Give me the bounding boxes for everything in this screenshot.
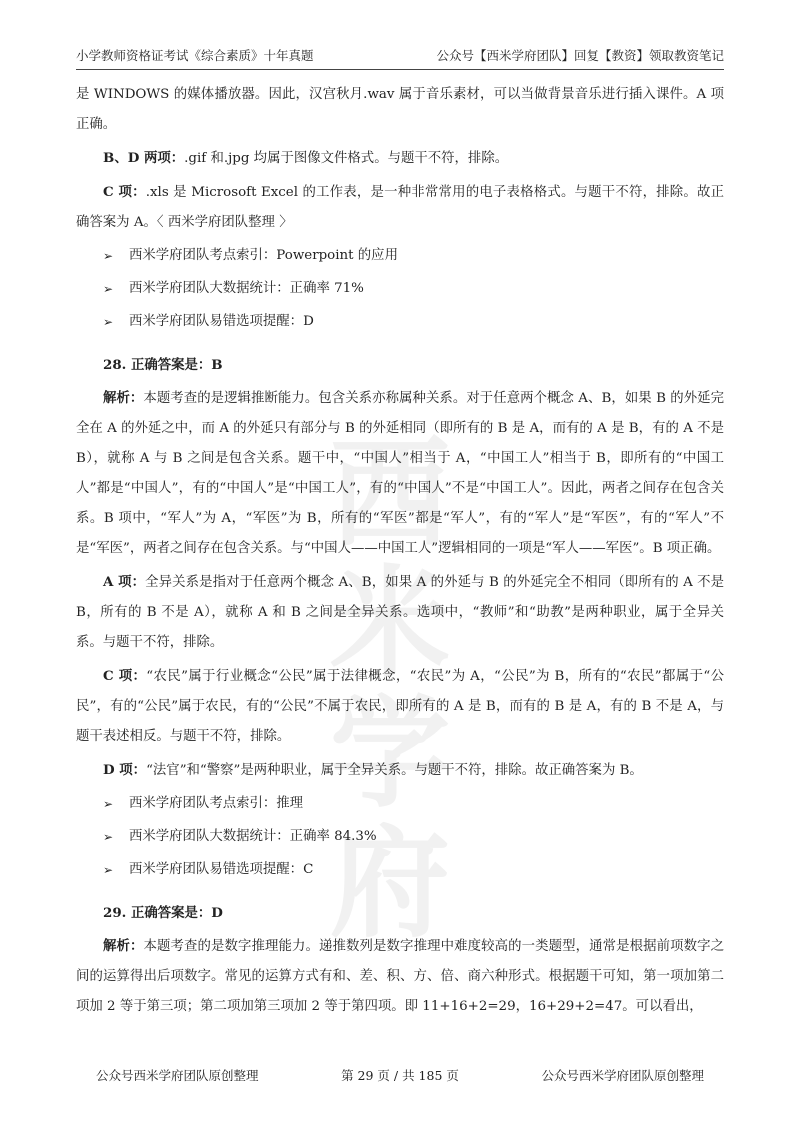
arrow-bullet-icon: ➢: [103, 830, 114, 844]
paragraph: [76, 931, 724, 1022]
option-label: D 项：: [103, 762, 147, 778]
option-text: “法官”和“警察”是两种职业，属于全异关系。与题干不符，排除。故正确答案为 B。: [146, 763, 643, 778]
header-right-title: 公众号【西米学府团队】回复【教资】领取教资笔记: [436, 48, 724, 63]
page-header: [76, 40, 724, 70]
paragraph: [76, 177, 724, 238]
arrow-bullet-icon: ➢: [103, 282, 114, 296]
paragraph: [76, 755, 724, 786]
option-label: A 项：: [103, 574, 146, 590]
paragraph: [76, 383, 724, 564]
bullet-text: 西米学府团队考点索引：Powerpoint 的应用: [129, 248, 398, 263]
bullet-text: 西米学府团队易错选项提醒：C: [129, 862, 314, 877]
list-item: [76, 855, 724, 885]
option-text: .xls 是 Microsoft Excel 的工作表，是一种非常常用的电子表格格式。与题干不符，排除。故正确答案为 A。〈 西米学府团队整理 〉: [76, 185, 724, 230]
option-label: B、D 两项：: [103, 150, 185, 166]
bullet-text: 西米学府团队大数据统计：正确率 84.3%: [129, 829, 377, 844]
page-number: 第 29 页 / 共 185 页: [341, 1068, 459, 1083]
footer-left: 公众号西米学府团队原创整理: [96, 1068, 259, 1083]
option-text: .gif 和.jpg 均属于图像文件格式。与题干不符，排除。: [184, 151, 509, 166]
paragraph: [76, 661, 724, 752]
arrow-bullet-icon: ➢: [103, 797, 114, 811]
list-item: [76, 274, 724, 304]
list-item: [76, 241, 724, 271]
list-item: [76, 789, 724, 819]
analysis-label: 解析：: [103, 938, 144, 954]
analysis-text: 本题考查的是数字推理能力。递推数列是数字推理中难度较高的一类题型，通常是根据前项数字之间的运算得出后项数字。常见的运算方式有和、差、积、方、倍、商六种形式。根据题干可知，第一项加第二项加 2 等于第三项；第二项加第三项加 2 等于第四项。即 11+16+2=29，16+29+2=47。可以看出，: [76, 939, 725, 1014]
analysis-label: 解析：: [103, 390, 144, 406]
paragraph: [76, 143, 724, 174]
bullet-text: 西米学府团队考点索引：推理: [129, 796, 304, 811]
answer-heading: 28. 正确答案是：B: [103, 357, 223, 373]
arrow-bullet-icon: ➢: [103, 249, 114, 263]
arrow-bullet-icon: ➢: [103, 863, 114, 877]
paragraph: 是 WINDOWS 的媒体播放器。因此，汉宫秋月.wav 属于音乐素材，可以当做背景音乐进行插入课件。A 项正确。: [76, 87, 724, 132]
option-text: 全异关系是指对于任意两个概念 A、B，如果 A 的外延与 B 的外延完全不相同（即所有的 A 不是 B，所有的 B 不是 A），就称 A 和 B 之间是全异关系。选项中，“教师”和“助教”是两种职业，属于全异关系。与题干不符，排除。: [76, 575, 725, 650]
arrow-bullet-icon: ➢: [103, 315, 114, 329]
page-content: [76, 80, 724, 1025]
bullet-text: 西米学府团队易错选项提醒：D: [129, 314, 314, 329]
bullet-text: 西米学府团队大数据统计：正确率 71%: [129, 281, 364, 296]
answer-heading: 29. 正确答案是：D: [103, 905, 223, 921]
option-label: C 项：: [103, 668, 147, 684]
footer-right: 公众号西米学府团队原创整理: [541, 1068, 704, 1083]
option-text: “农民”属于行业概念“公民”属于法律概念，“农民”为 A，“公民”为 B，所有的“农民”都属于“公民”，有的“公民”属于农民，有的“公民”不属于农民，即所有的 A 是 B，而有的 B 是 A，有的 B 不是 A，与题干表述相反。与题干不符，排除。: [76, 669, 724, 744]
paragraph: [76, 567, 724, 658]
option-label: C 项：: [103, 184, 146, 200]
list-item: [76, 822, 724, 852]
page-footer: [96, 1066, 704, 1084]
header-left-title: 小学教师资格证考试《综合素质》十年真题: [76, 48, 314, 63]
watermark-logo: 西米学府: [330, 425, 450, 954]
list-item: [76, 307, 724, 337]
analysis-text: 本题考查的是逻辑推断能力。包含关系亦称属种关系。对于任意两个概念 A、B，如果 B 的外延完全在 A 的外延之中，而 A 的外延只有部分与 B 的外延相同（即所有的 B 是 A，而有的 A 是 B，有的 A 不是 B），就称 A 与 B 之间是包含关系。题干中，“中国人”相当于 A，“中国工人”相当于 B，即所有的“中国工人”都是“中国人”，有的“中国人”是“中国工人”，有的“中国人”不是“中国工人”。因此，两者之间存在包含关系。B 项中，“军人”为 A，“军医”为 B，所有的“军医”都是“军人”，有的“军人”是“军医”，有的“军人”不是“军医”，两者之间存在包含关系。与“中国人——中国工人”逻辑相同的一项是“军人——军医”。B 项正确。: [76, 391, 724, 556]
